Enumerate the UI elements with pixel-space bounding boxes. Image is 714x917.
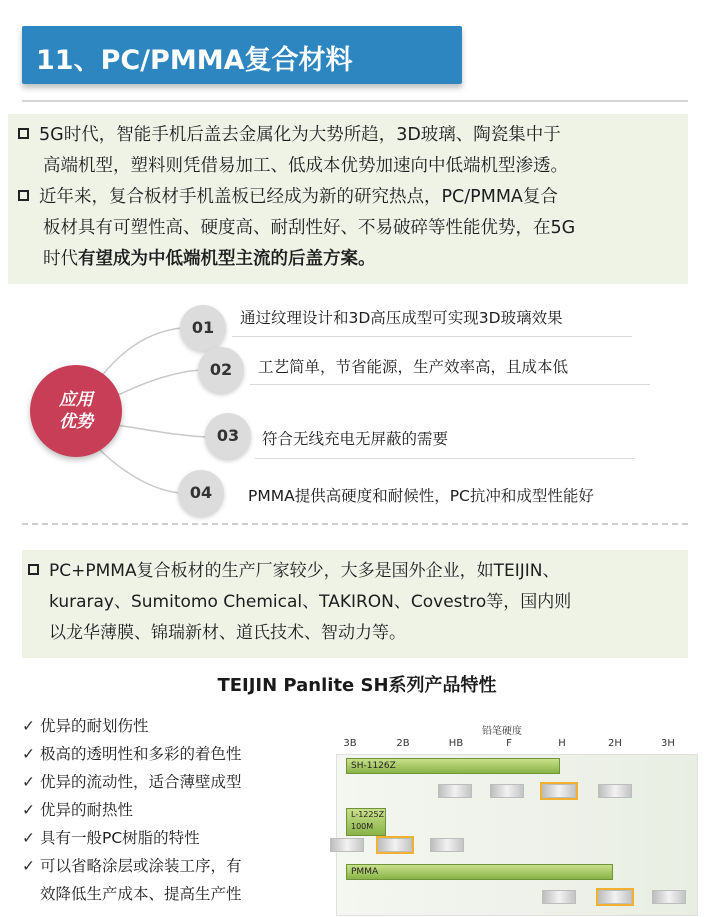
- chart-title: 铅笔硬度: [482, 726, 522, 737]
- square-bullet-icon: [18, 128, 29, 139]
- advantage-number-3: 03: [205, 413, 251, 459]
- sample-swatch-highlight: [378, 838, 412, 852]
- bar-pmma: PMMA: [346, 864, 613, 880]
- page-title: 11、PC/PMMA复合材料: [36, 45, 353, 76]
- check-icon: ✓: [22, 829, 35, 847]
- chart-tick-label: H: [558, 738, 566, 749]
- chart-tick-label: HB: [448, 738, 464, 749]
- check-icon: ✓: [22, 801, 35, 819]
- feature-item: ✓ 极高的透明性和多彩的着色性: [22, 740, 242, 768]
- sample-swatch-highlight: [542, 784, 576, 798]
- sample-swatch: [430, 838, 464, 852]
- makers-paragraph: PC+PMMA复合板材的生产厂家较少，大多是国外企业，如TEIJIN、 kuraray、Sumitomo Chemical、TAKIRON、Covestro等，国内则 以龙华薄膜、锦瑞新材、道氏技术、智动力等。: [28, 556, 688, 649]
- sample-swatch: [490, 784, 524, 798]
- advantage-number-2: 02: [198, 347, 244, 393]
- title-divider: [22, 100, 688, 102]
- intro-highlight: 有望成为中低端机型主流的后盖方案。: [78, 249, 376, 269]
- advantage-text-1: 通过纹理设计和3D高压成型可实现3D玻璃效果: [240, 309, 563, 327]
- feature-item: ✓ 优异的流动性，适合薄壁成型: [22, 768, 242, 796]
- feature-item: ✓ 优异的耐划伤性: [22, 712, 149, 740]
- sample-swatch: [330, 838, 364, 852]
- intro-paragraph-2: 近年来，复合板材手机盖板已经成为新的研究热点，PC/PMMA复合 板材具有可塑性高、硬度高、耐刮性好、不易破碎等性能优势，在5G 时代有望成为中低端机型主流的后盖方案。: [18, 182, 688, 275]
- advantage-rule-3: [255, 458, 635, 459]
- advantage-text-3: 符合无线充电无屏蔽的需要: [262, 430, 449, 448]
- chart-tick-label: 2B: [396, 738, 410, 749]
- advantages-center-badge: 应用 优势: [30, 365, 122, 457]
- sample-swatch: [598, 784, 632, 798]
- bar-l-1225z: L-1225Z 100M: [346, 808, 386, 836]
- sample-swatch: [438, 784, 472, 798]
- check-icon: ✓: [22, 745, 35, 763]
- advantage-rule-2: [250, 384, 650, 385]
- advantage-number-4: 04: [178, 470, 224, 516]
- intro-panel: [8, 114, 688, 284]
- feature-item: ✓ 优异的耐热性: [22, 796, 133, 824]
- bar-sh-1126z: SH-1126Z: [346, 758, 560, 774]
- title-banner: [22, 26, 462, 84]
- square-bullet-icon: [28, 564, 39, 575]
- feature-item: ✓ 具有一般PC树脂的特性: [22, 824, 200, 852]
- chart-tick-label: 3B: [343, 738, 357, 749]
- advantage-number-1: 01: [180, 305, 226, 351]
- chart-plot-area: [336, 754, 698, 916]
- advantage-rule-1: [232, 336, 632, 337]
- chart-tick-label: 3H: [661, 738, 675, 749]
- check-icon: ✓: [22, 857, 35, 875]
- chart-tick-label: 2H: [608, 738, 622, 749]
- product-subtitle: TEIJIN Panlite SH系列产品特性: [217, 675, 497, 696]
- feature-item: ✓ 可以省略涂层或涂装工序，有: [22, 852, 242, 880]
- advantage-text-4: PMMA提供高硬度和耐候性，PC抗冲和成型性能好: [248, 487, 594, 505]
- sample-swatch: [542, 890, 576, 904]
- square-bullet-icon: [18, 190, 29, 201]
- feature-item-continued: 效降低生产成本、提高生产性: [40, 885, 242, 903]
- chart-tick-label: F: [506, 738, 512, 749]
- section-divider: [22, 523, 688, 525]
- intro-paragraph-1: 5G时代，智能手机后盖去金属化为大势所趋，3D玻璃、陶瓷集中于 高端机型，塑料则凭借易加工、低成本优势加速向中低端机型渗透。: [18, 120, 688, 182]
- check-icon: ✓: [22, 717, 35, 735]
- advantage-text-2: 工艺简单，节省能源，生产效率高，且成本低: [258, 358, 569, 376]
- sample-swatch-highlight: [598, 890, 632, 904]
- chart-tick-row: [330, 738, 700, 754]
- makers-panel: [22, 550, 688, 658]
- check-icon: ✓: [22, 773, 35, 791]
- sample-swatch: [652, 890, 686, 904]
- hardness-chart: [330, 718, 700, 914]
